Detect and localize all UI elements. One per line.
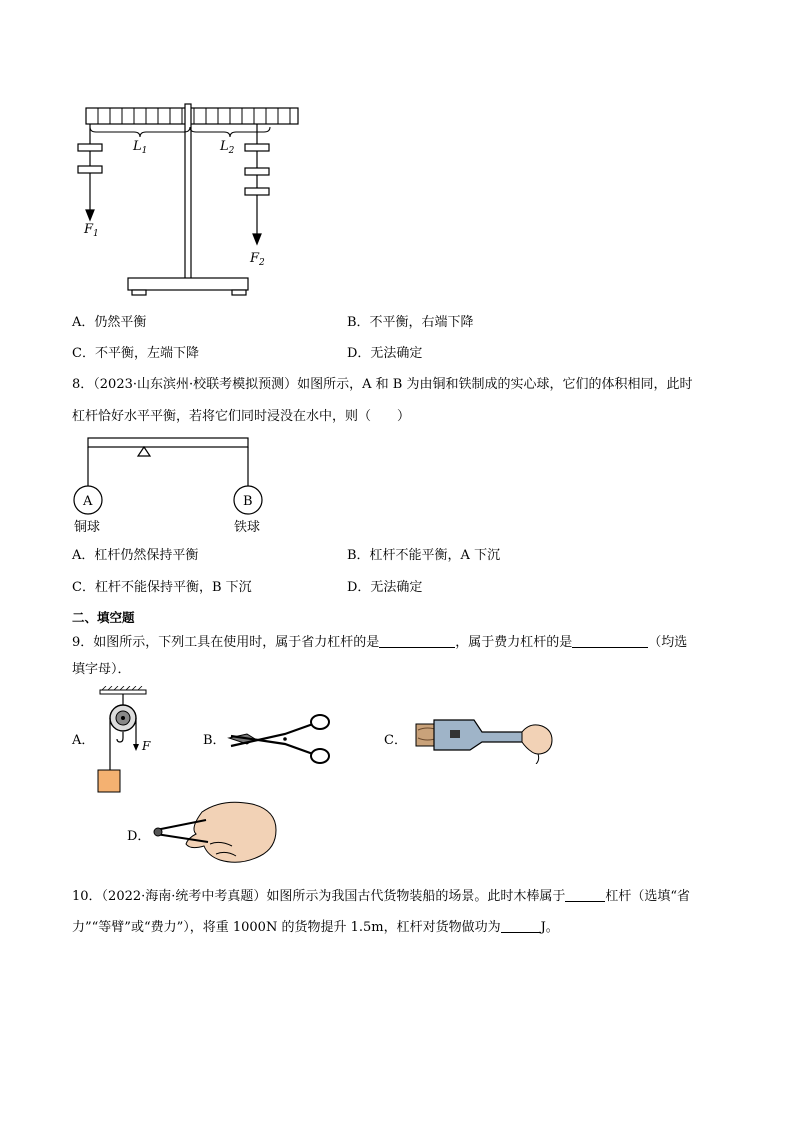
hanging-weight	[98, 770, 120, 792]
brace-l1	[90, 127, 190, 137]
svg-text:L2	[219, 139, 235, 156]
left-weights	[78, 124, 102, 220]
fulcrum-triangle	[138, 447, 150, 456]
q8-option-d: D．无法确定	[347, 580, 423, 595]
q8-option-b: B．杠杆不能平衡，A 下沉	[347, 548, 501, 563]
pulley-force-label: F	[142, 739, 151, 753]
q9-label-a: A．	[72, 733, 95, 748]
q9-stem-line1	[72, 633, 687, 652]
q10-line1-part1: 10．（2022·海南·统考中考真题）如图所示为我国古代货物装船的场景。此时木棒属于	[72, 889, 566, 904]
q10-line1	[72, 887, 690, 906]
iron-ball-label: 铁球	[234, 520, 261, 535]
copper-ball-label: 铜球	[74, 520, 101, 535]
q9-stem-part2: ，属于费力杠杆的是	[455, 635, 573, 650]
q7-option-c: C．不平衡，左端下降	[72, 346, 199, 361]
q10-answer-blank-2[interactable]	[501, 918, 541, 933]
q7-option-a: A．仍然平衡	[72, 315, 147, 330]
q8-stem-line2: 杠杆恰好水平平衡，若将它们同时浸没在水中，则（ ）	[72, 409, 411, 424]
support-stand	[128, 104, 248, 295]
right-weights	[245, 124, 269, 244]
svg-text:L1	[132, 139, 147, 156]
ball-a-letter: A	[83, 494, 93, 509]
l2-label: L	[220, 139, 229, 154]
q10-line1-part2: 杠杆（选填“省	[605, 889, 691, 904]
q10-answer-blank-1[interactable]	[565, 887, 605, 902]
q9-label-c: C．	[384, 733, 407, 748]
scissors-figure	[225, 712, 337, 768]
q8-option-c: C．杠杆不能保持平衡，B 下沉	[72, 580, 252, 595]
balance-lever-figure	[66, 434, 286, 538]
wrench-figure	[410, 714, 562, 764]
svg-text:F2	[249, 251, 265, 268]
lever-stand-figure	[70, 100, 310, 300]
brace-l2	[190, 127, 270, 137]
q10-line2-part2: J。	[540, 920, 559, 935]
lever-beam	[88, 438, 248, 447]
q7-option-b: B．不平衡，右端下降	[347, 315, 474, 330]
l1-subscript: 1	[141, 146, 148, 156]
section-title: 二、填空题	[72, 610, 135, 625]
f2-label: F	[250, 251, 260, 266]
f1-subscript: 1	[93, 229, 99, 239]
q9-stem-part3: （均选	[648, 635, 688, 650]
q9-stem-part1: 9．如图所示，下列工具在使用时，属于省力杠杆的是	[72, 635, 380, 650]
f1-label: F	[84, 222, 94, 237]
l1-label: L	[133, 139, 142, 154]
q8-option-a: A．杠杆仍然保持平衡	[72, 548, 199, 563]
lever-bar	[86, 108, 298, 124]
tweezers-figure	[150, 800, 280, 870]
q10-line2	[72, 918, 559, 937]
q9-label-d: D．	[127, 829, 151, 844]
q9-stem-line2: 填字母）．	[72, 662, 131, 677]
q9-label-b: B．	[203, 733, 226, 748]
q10-line2-part1: 力”“等臂”或“费力”），将重 1000N 的货物提升 1.5m，杠杆对货物做功为	[72, 920, 501, 935]
q9-answer-blank-1[interactable]	[379, 633, 455, 648]
pulley-figure	[92, 686, 162, 796]
svg-text:F1	[83, 222, 99, 239]
ball-b-letter: B	[243, 494, 253, 509]
l2-subscript: 2	[228, 146, 235, 156]
f2-subscript: 2	[259, 258, 265, 268]
q8-stem-line1: 8．（2023·山东滨州·校联考模拟预测）如图所示，A 和 B 为由铜和铁制成的实心球，它们的体积相同，此时	[72, 377, 693, 392]
q9-answer-blank-2[interactable]	[572, 633, 648, 648]
q7-option-d: D．无法确定	[347, 346, 423, 361]
